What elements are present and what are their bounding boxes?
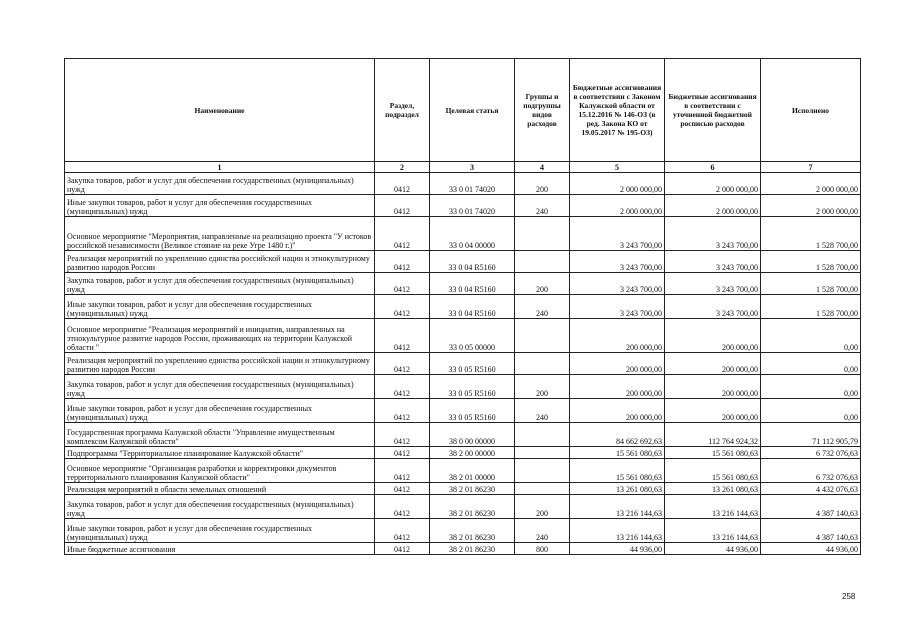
header-row	[65, 59, 861, 162]
row-refined: 3 243 700,00	[665, 295, 761, 319]
row-executed: 1 528 700,00	[761, 273, 861, 295]
row-executed: 1 528 700,00	[761, 251, 861, 273]
row-executed: 6 732 076,63	[761, 447, 861, 459]
row-group: 200	[515, 273, 570, 295]
row-executed: 4 387 140,63	[761, 519, 861, 543]
row-approved: 200 000,00	[570, 353, 665, 375]
row-target: 38 2 01 86230	[430, 483, 515, 495]
table-row	[65, 483, 861, 495]
row-executed: 0,00	[761, 399, 861, 423]
row-target: 33 0 01 74020	[430, 195, 515, 217]
row-executed: 2 000 000,00	[761, 195, 861, 217]
row-target: 33 0 04 R5160	[430, 273, 515, 295]
table-row	[65, 399, 861, 423]
row-approved: 84 662 692,63	[570, 423, 665, 447]
row-section: 0412	[375, 483, 430, 495]
row-name: Подпрограмма "Территориальное планирование Калужской области"	[65, 447, 375, 459]
row-approved: 3 243 700,00	[570, 251, 665, 273]
row-name: Иные закупки товаров, работ и услуг для обеспечения государственных (муниципальных) нужд	[65, 519, 375, 543]
row-group	[515, 483, 570, 495]
row-approved: 3 243 700,00	[570, 295, 665, 319]
row-refined: 44 936,00	[665, 543, 761, 555]
table-row	[65, 447, 861, 459]
row-approved: 200 000,00	[570, 319, 665, 353]
row-section: 0412	[375, 447, 430, 459]
row-group	[515, 423, 570, 447]
row-name: Основное мероприятие "Мероприятия, направленные на реализацию проекта "У истоков российской независимости (Великое стояние на реке Угре 1480 г.)"	[65, 217, 375, 251]
table-row	[65, 423, 861, 447]
row-group	[515, 217, 570, 251]
row-target: 33 0 05 00000	[430, 319, 515, 353]
row-target: 33 0 05 R5160	[430, 353, 515, 375]
row-name: Иные бюджетные ассигнования	[65, 543, 375, 555]
row-name: Иные закупки товаров, работ и услуг для обеспечения государственных (муниципальных) нужд	[65, 399, 375, 423]
row-refined: 13 261 080,63	[665, 483, 761, 495]
row-approved: 2 000 000,00	[570, 173, 665, 195]
row-executed: 2 000 000,00	[761, 173, 861, 195]
row-section: 0412	[375, 399, 430, 423]
budget-table	[64, 58, 861, 555]
table-row	[65, 217, 861, 251]
row-approved: 13 261 080,63	[570, 483, 665, 495]
row-group: 800	[515, 543, 570, 555]
row-target: 38 2 01 86230	[430, 543, 515, 555]
row-refined: 200 000,00	[665, 399, 761, 423]
row-target: 38 2 01 86230	[430, 519, 515, 543]
header-target: Целевая статья	[430, 59, 515, 162]
table-row	[65, 543, 861, 555]
row-section: 0412	[375, 273, 430, 295]
row-name: Закупка товаров, работ и услуг для обеспечения государственных (муниципальных) нужд	[65, 495, 375, 519]
row-executed: 1 528 700,00	[761, 217, 861, 251]
column-number: 7	[761, 162, 861, 173]
row-target: 38 2 01 86230	[430, 495, 515, 519]
row-approved: 44 936,00	[570, 543, 665, 555]
row-section: 0412	[375, 423, 430, 447]
row-group: 240	[515, 399, 570, 423]
row-refined: 13 216 144,63	[665, 519, 761, 543]
row-target: 33 0 01 74020	[430, 173, 515, 195]
table-row	[65, 195, 861, 217]
row-approved: 200 000,00	[570, 375, 665, 399]
header-section: Раздел, подраздел	[375, 59, 430, 162]
row-section: 0412	[375, 251, 430, 273]
row-name: Государственная программа Калужской области "Управление имущественным комплексом Калужской области"	[65, 423, 375, 447]
row-target: 33 0 04 00000	[430, 217, 515, 251]
row-target: 38 0 00 00000	[430, 423, 515, 447]
row-section: 0412	[375, 543, 430, 555]
column-number: 2	[375, 162, 430, 173]
row-refined: 112 764 924,32	[665, 423, 761, 447]
header-group: Группы и подгруппы видов расходов	[515, 59, 570, 162]
table-row	[65, 375, 861, 399]
row-approved: 2 000 000,00	[570, 195, 665, 217]
row-target: 33 0 04 R5160	[430, 295, 515, 319]
row-executed: 6 732 076,63	[761, 459, 861, 483]
header-refined: Бюджетные ассигнования в соответствии с уточненной бюджетной росписью расходов	[665, 59, 761, 162]
row-section: 0412	[375, 295, 430, 319]
column-number: 3	[430, 162, 515, 173]
row-group	[515, 447, 570, 459]
row-group	[515, 319, 570, 353]
table-row	[65, 273, 861, 295]
row-approved: 3 243 700,00	[570, 273, 665, 295]
row-name: Закупка товаров, работ и услуг для обеспечения государственных (муниципальных) нужд	[65, 173, 375, 195]
row-name: Реализация мероприятий по укреплению единства российской нации и этнокультурному развитию народов России	[65, 353, 375, 375]
row-group	[515, 353, 570, 375]
row-executed: 44 936,00	[761, 543, 861, 555]
row-group: 200	[515, 173, 570, 195]
row-section: 0412	[375, 353, 430, 375]
row-section: 0412	[375, 519, 430, 543]
row-section: 0412	[375, 375, 430, 399]
table-row	[65, 353, 861, 375]
row-section: 0412	[375, 217, 430, 251]
table-row	[65, 319, 861, 353]
row-executed: 1 528 700,00	[761, 295, 861, 319]
table-row	[65, 251, 861, 273]
header-approved: Бюджетные ассигнования в соответствии с Законом Калужской области от 15.12.2016 № 146-ОЗ (в ред. Закона КО от 19.05.2017 № 195-ОЗ)	[570, 59, 665, 162]
row-executed: 0,00	[761, 353, 861, 375]
row-name: Реализация мероприятий по укреплению единства российской нации и этнокультурному развитию народов России	[65, 251, 375, 273]
row-refined: 3 243 700,00	[665, 251, 761, 273]
column-number: 5	[570, 162, 665, 173]
row-approved: 200 000,00	[570, 399, 665, 423]
row-group: 240	[515, 519, 570, 543]
row-target: 33 0 04 R5160	[430, 251, 515, 273]
row-name: Основное мероприятие "Реализация мероприятий и инициатив, направленных на этнокультурное развитие народов России, проживающих на территории Калужской области "	[65, 319, 375, 353]
row-section: 0412	[375, 173, 430, 195]
row-approved: 13 216 144,63	[570, 495, 665, 519]
column-number-row	[65, 162, 861, 173]
row-refined: 15 561 080,63	[665, 459, 761, 483]
row-refined: 200 000,00	[665, 375, 761, 399]
row-group: 200	[515, 375, 570, 399]
row-name: Основное мероприятие "Организация разработки и корректировки документов территориального планирования Калужской области"	[65, 459, 375, 483]
header-name: Наименование	[65, 59, 375, 162]
row-executed: 0,00	[761, 319, 861, 353]
row-refined: 2 000 000,00	[665, 195, 761, 217]
row-refined: 200 000,00	[665, 353, 761, 375]
row-name: Закупка товаров, работ и услуг для обеспечения государственных (муниципальных) нужд	[65, 273, 375, 295]
row-executed: 4 432 076,63	[761, 483, 861, 495]
row-approved: 13 216 144,63	[570, 519, 665, 543]
row-executed: 71 112 905,79	[761, 423, 861, 447]
column-number: 6	[665, 162, 761, 173]
row-target: 38 2 00 00000	[430, 447, 515, 459]
row-group: 200	[515, 495, 570, 519]
table-row	[65, 459, 861, 483]
table-row	[65, 295, 861, 319]
row-executed: 0,00	[761, 375, 861, 399]
table-body	[65, 173, 861, 555]
row-section: 0412	[375, 459, 430, 483]
row-refined: 3 243 700,00	[665, 273, 761, 295]
table-row	[65, 173, 861, 195]
row-name: Реализация мероприятий в области земельных отношений	[65, 483, 375, 495]
row-target: 38 2 01 00000	[430, 459, 515, 483]
row-approved: 15 561 080,63	[570, 447, 665, 459]
column-number: 4	[515, 162, 570, 173]
column-number: 1	[65, 162, 375, 173]
row-target: 33 0 05 R5160	[430, 399, 515, 423]
table-row	[65, 495, 861, 519]
row-group: 240	[515, 295, 570, 319]
table-row	[65, 519, 861, 543]
row-refined: 13 216 144,63	[665, 495, 761, 519]
row-approved: 3 243 700,00	[570, 217, 665, 251]
row-name: Закупка товаров, работ и услуг для обеспечения государственных (муниципальных) нужд	[65, 375, 375, 399]
row-group	[515, 459, 570, 483]
row-refined: 15 561 080,63	[665, 447, 761, 459]
row-name: Иные закупки товаров, работ и услуг для обеспечения государственных (муниципальных) нужд	[65, 295, 375, 319]
row-group	[515, 251, 570, 273]
row-refined: 3 243 700,00	[665, 217, 761, 251]
row-executed: 4 387 140,63	[761, 495, 861, 519]
page-number: 258	[842, 592, 856, 601]
row-section: 0412	[375, 495, 430, 519]
row-refined: 200 000,00	[665, 319, 761, 353]
header-executed: Исполнено	[761, 59, 861, 162]
row-approved: 15 561 080,63	[570, 459, 665, 483]
row-refined: 2 000 000,00	[665, 173, 761, 195]
row-target: 33 0 05 R5160	[430, 375, 515, 399]
row-name: Иные закупки товаров, работ и услуг для обеспечения государственных (муниципальных) нужд	[65, 195, 375, 217]
row-group: 240	[515, 195, 570, 217]
row-section: 0412	[375, 195, 430, 217]
row-section: 0412	[375, 319, 430, 353]
